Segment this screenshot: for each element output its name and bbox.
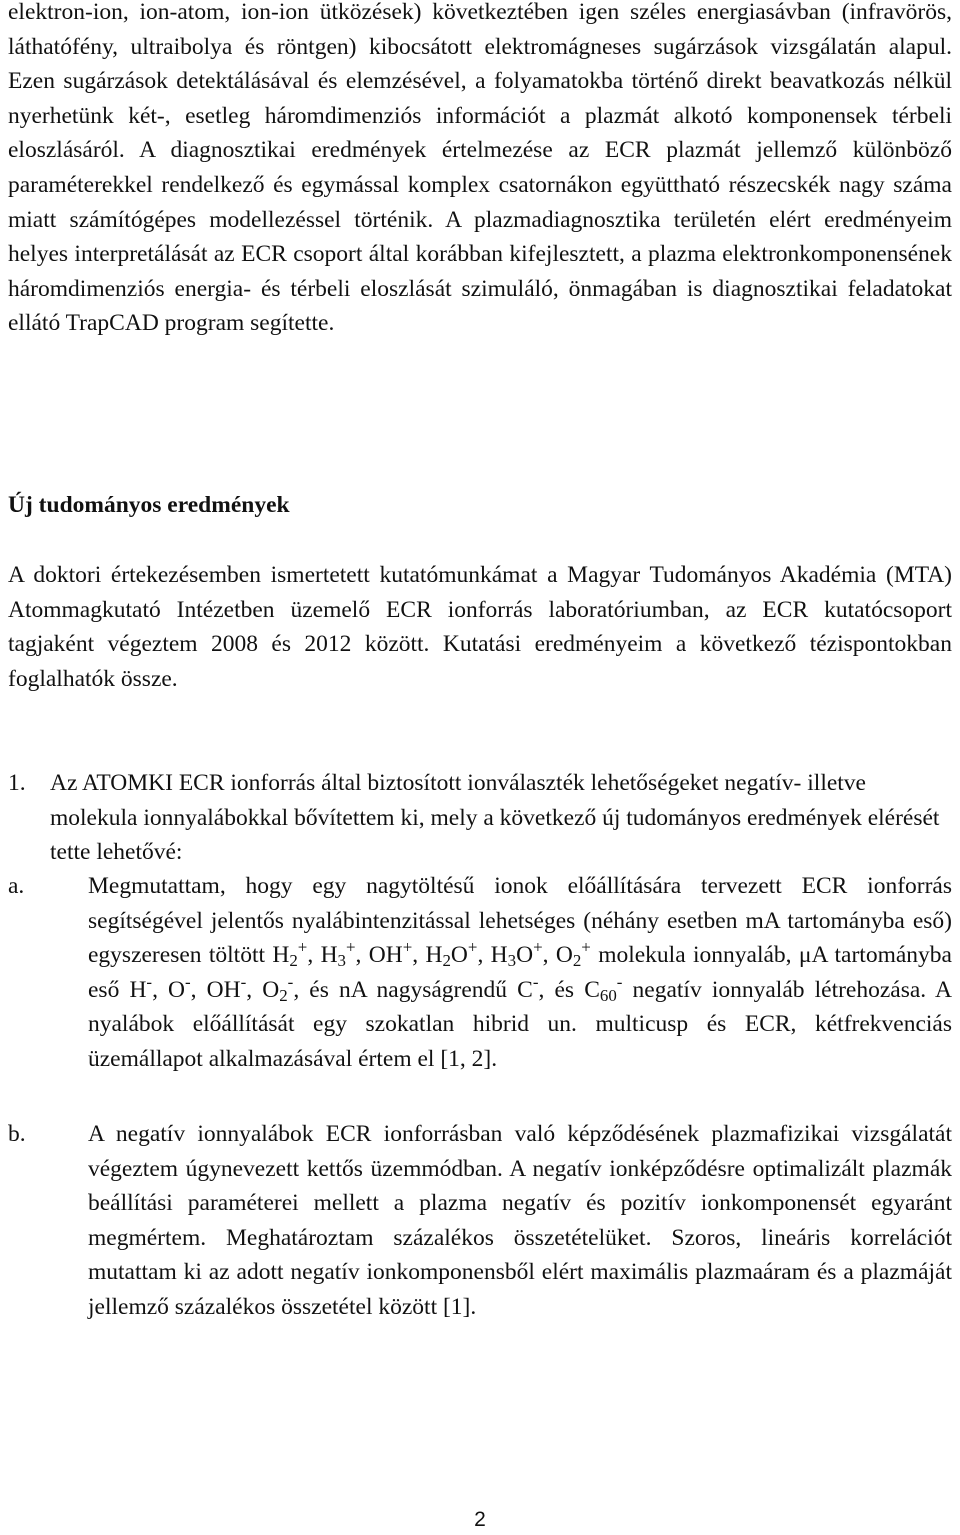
intro-text-1: elektron-ion, ion-atom, ion-ion ütközések) következtében igen széles energiasávban (infravörös, láthatófény, ultraibolya és röntgen) kibocsátott elektromágneses sugárzások vizsgálatán alapul. Ezen sugárzások detektálásával és elemzésével, a folyamatokba történő direkt beavatkozás nélkül nyerhetünk két-, esetleg háromdimenziós információt a plazmát alkotó komponensek térbeli eloszlásáról. [8, 0, 952, 164]
summary-paragraph: A doktori értekezésemben ismertetett kutatómunkámat a Magyar Tudományos Akadémia (MTA) Atommagkutató Intézetben üzemelő ECR ionforrás laboratóriumban, az ECR kutatócsoport tagjaként végeztem 2008 és 2012 között. Kutatási eredményeim a következő tézispontokban foglalhatók össze. [8, 562, 952, 692]
intro-paragraph [8, 0, 952, 341]
section-heading: Új tudományos eredmények [8, 492, 290, 518]
page-number: 2 [474, 1508, 486, 1531]
intro-text-2: A diagnosztikai eredmények értelmezése az ECR plazmát jellemző különböző paraméterekkel rendelkező és egymással komplex csatornákon együttható részecskék nagy száma miatt számítógépes modellezéssel történik. [8, 137, 952, 233]
list-marker-b: b. [8, 1121, 26, 1147]
intro-text-3: A plazmadiagnosztika területén elért eredményeim helyes interpretálását az ECR csoport által korábban kifejlesztett, a plazma elektronkomponensének háromdimenziós energia- és térbeli eloszlását szimuláló, önmagában is diagnosztikai feladatokat ellátó TrapCAD program segítette. [8, 206, 952, 337]
list-marker-a: a. [8, 873, 25, 899]
thesis-item-a: Megmutattam, hogy egy nagytöltésű ionok előállítására tervezett ECR ionforrás segítségével jelentős nyalábintenzitással lehetséges (néhány esetben mA tartományba eső) egyszeresen töltött $H_2^+$, $H_3^+$, OH+, $H_2O^+$, $H_3O^+$, $O_2^+$ molekula ionnyaláb, μA tartományba eső H-, O-, OH-, $O_2^-$, és nA nagyságrendű C-, és $C_{60}^-$ negatív ionnyaláb létrehozása. A nyalábok előállítását egy szokatlan hibrid un. multicusp és ECR, kétfrekvenciás üzemállapot alkalmazásával értem el [1, 2]. [88, 873, 952, 1072]
list-marker-1: 1. [8, 770, 26, 796]
thesis-item-1: Az ATOMKI ECR ionforrás által biztosított ionválaszték lehetőségeket negatív- illetve molekula ionnyalábokkal bővítettem ki, mely a következő új tudományos eredmények elérését tette lehetővé: [50, 770, 940, 866]
thesis-item-b: A negatív ionnyalábok ECR ionforrásban való képződésének plazmafizikai vizsgálatát végeztem úgynevezett kettős üzemmódban. A negatív ionképződésre optimalizált plazmák beállítási paraméterei mellett a plazma negatív és pozitív ionkomponensét egyaránt megmértem. Meghatároztam százalékos összetételüket. Szoros, lineáris korrelációt mutattam ki az adott negatív ionkomponensből elért maximális plazmaáram és a plazmáját jellemző százalékos összetétel között [1]. [88, 1121, 952, 1320]
